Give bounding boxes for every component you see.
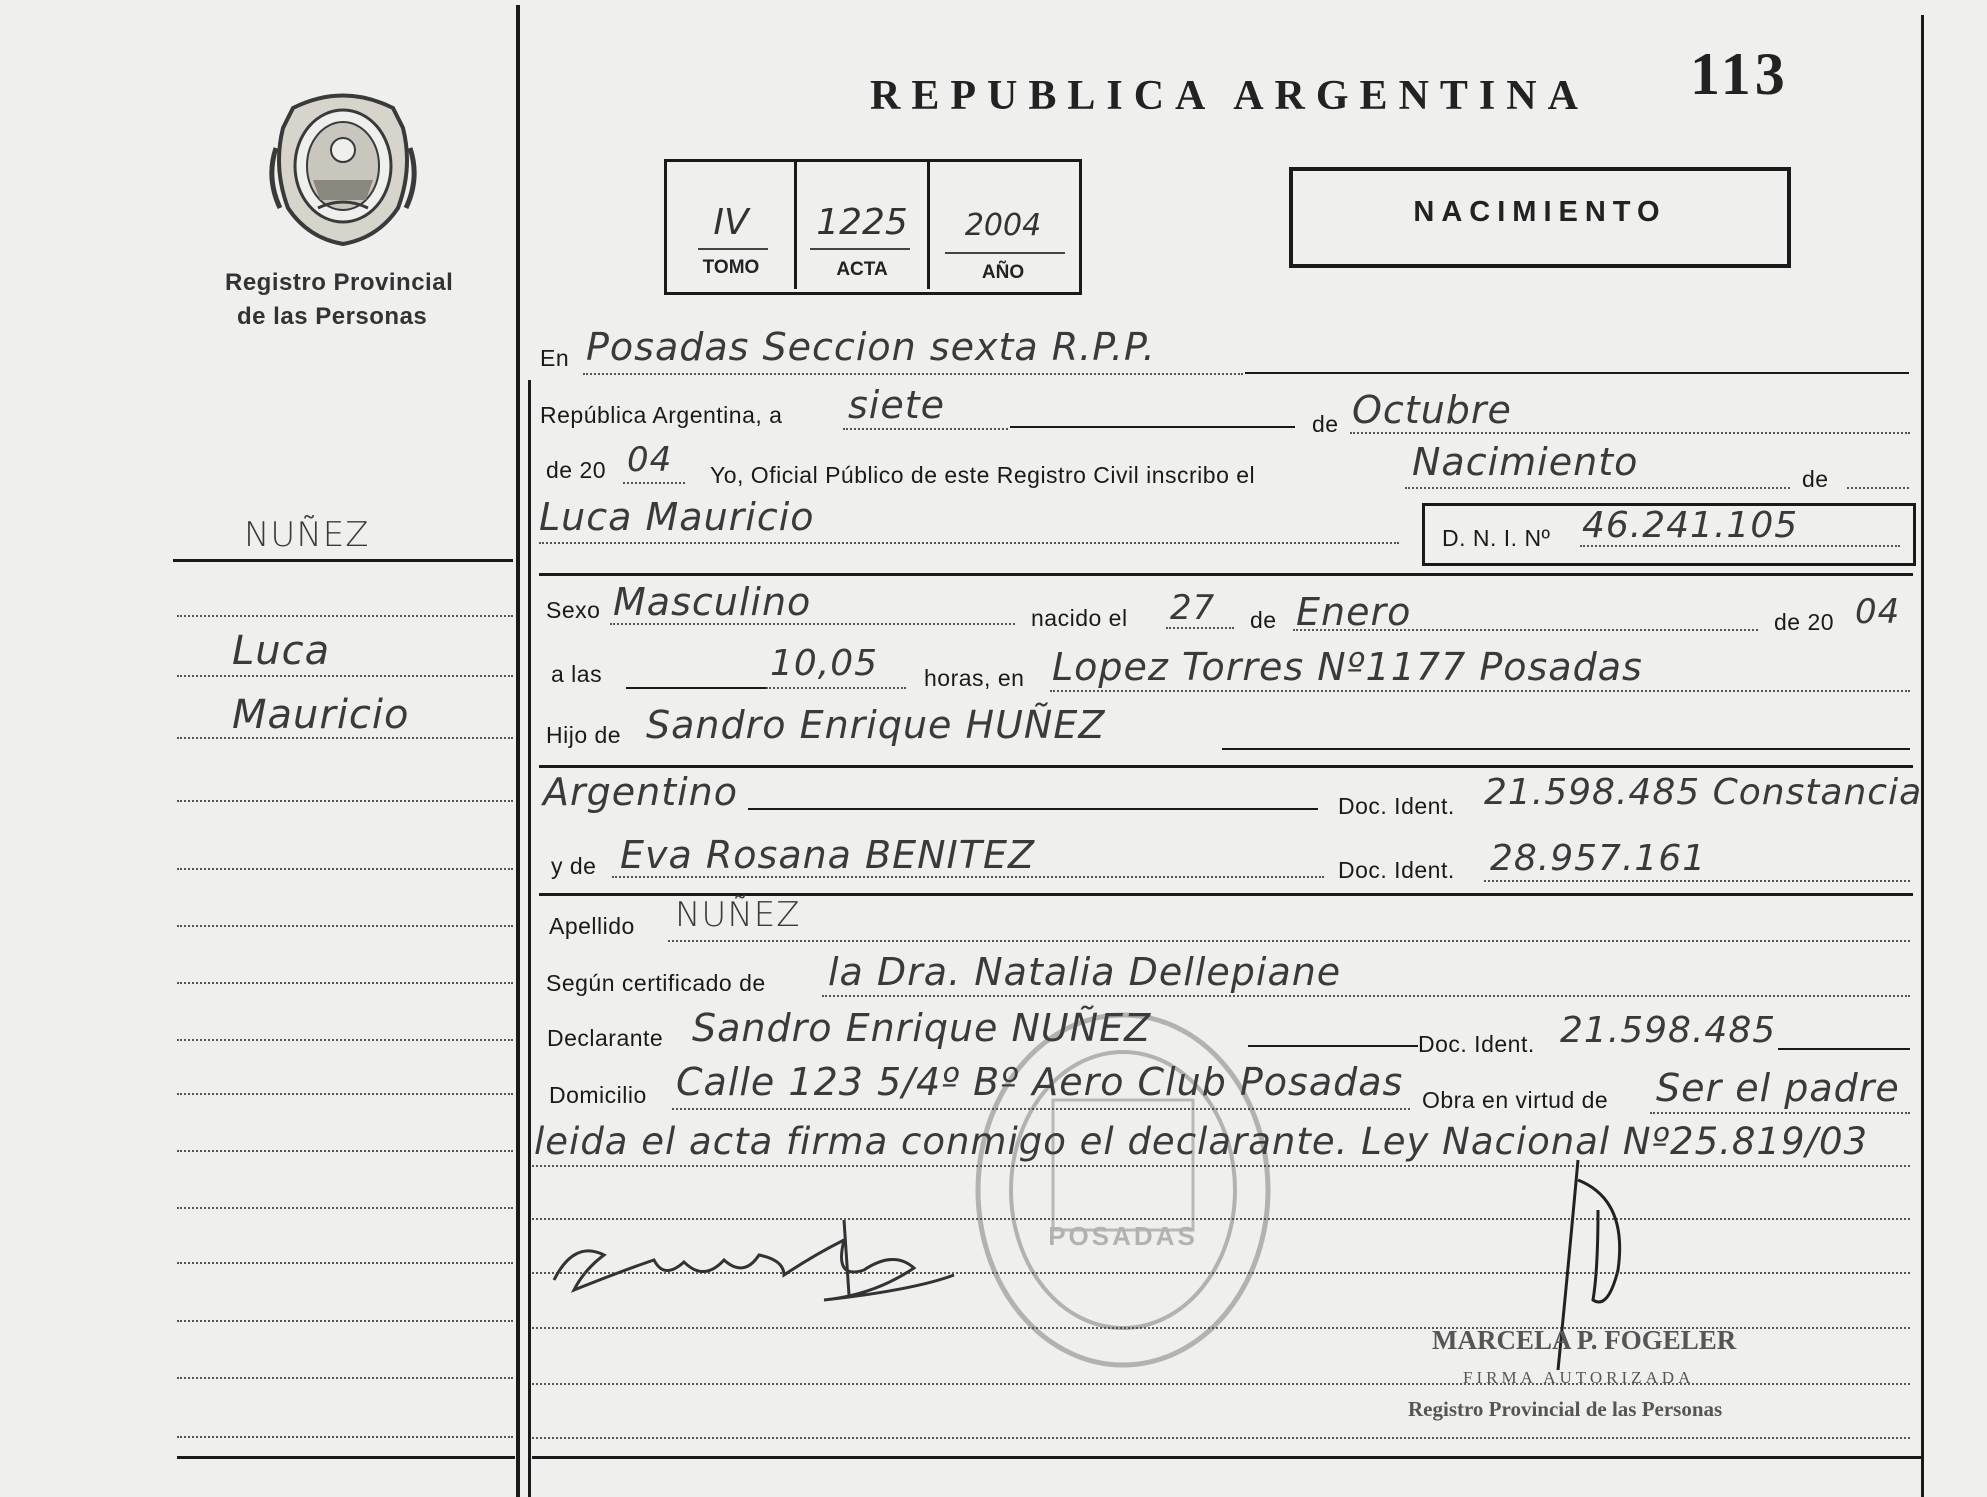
field-line [612, 876, 1324, 878]
father-value: Sandro Enrique HUÑEZ [646, 703, 1106, 747]
field-line [1350, 432, 1910, 434]
field-line [1580, 545, 1900, 547]
label-declarante: Declarante [547, 1025, 664, 1051]
field-line [583, 373, 1243, 375]
sidebar-dotted-line [177, 1207, 513, 1209]
dni-value: 46.241.105 [1582, 505, 1799, 546]
label-sexo: Sexo [546, 597, 601, 623]
sidebar-dotted-line [177, 1262, 513, 1264]
sidebar-dotted-line [177, 800, 513, 802]
mother-doc-value: 28.957.161 [1490, 838, 1707, 879]
month-value: Octubre [1352, 388, 1512, 432]
round-seal-stamp-icon [968, 1005, 1278, 1375]
section-rule [539, 765, 1913, 768]
field-line [668, 940, 1910, 942]
sidebar-surname: NUÑEZ [244, 515, 370, 555]
act-type-value: Nacimiento [1412, 440, 1639, 484]
label-domicilio: Domicilio [549, 1082, 647, 1108]
father-nationality-value: Argentino [543, 770, 738, 814]
mother-value: Eva Rosana BENITEZ [620, 833, 1036, 877]
sidebar-dotted-line [177, 1436, 513, 1438]
field-line [1778, 1048, 1910, 1050]
registry-name-line2: de las Personas [237, 303, 428, 330]
basis-value: Ser el padre [1656, 1066, 1900, 1110]
field-line [1847, 487, 1909, 489]
provincial-seal-icon [268, 88, 418, 246]
form-left-border [528, 380, 531, 1497]
birth-year-suffix-value: 04 [1855, 592, 1901, 632]
label-en: En [540, 345, 570, 371]
right-border [1921, 15, 1924, 1497]
sidebar-dotted-line [177, 615, 513, 617]
father-doc-value: 21.598.485 Constancia [1484, 772, 1923, 813]
sidebar-dotted-line [177, 1093, 513, 1095]
acta-label: ACTA [836, 259, 888, 280]
official-role: FIRMA AUTORIZADA [1463, 1368, 1695, 1387]
label-de-2: de [1802, 466, 1829, 492]
tomo-label: TOMO [702, 257, 760, 278]
year-suffix-value: 04 [627, 440, 673, 480]
tomo-underline [698, 248, 768, 250]
field-line [610, 623, 1015, 625]
field-line [766, 687, 906, 689]
field-line [623, 482, 685, 484]
round-seal-text: POSADAS [1048, 1221, 1198, 1251]
sidebar-dotted-line [177, 1377, 513, 1379]
label-doc-ident: Doc. Ident. [1338, 793, 1455, 819]
anio-label: AÑO [981, 262, 1025, 283]
place-value: Posadas Seccion sexta R.P.P. [586, 325, 1156, 369]
day-value: siete [848, 383, 946, 427]
blank-line [532, 1437, 1910, 1439]
sidebar-dotted-line [177, 1320, 513, 1322]
birth-month-value: Enero [1296, 590, 1412, 634]
tomo-value: IV [713, 202, 749, 243]
official-office: Registro Provincial de las Personas [1408, 1397, 1723, 1421]
label-republica: República Argentina, a [540, 402, 783, 428]
field-line [1405, 487, 1790, 489]
sidebar-dotted-line [177, 1150, 513, 1152]
field-line [1484, 880, 1910, 882]
sidebar-dotted-line [177, 982, 513, 984]
sex-value: Masculino [613, 580, 812, 624]
label-de-20: de 20 [546, 457, 607, 483]
label-de-20b: de 20 [1774, 609, 1835, 635]
registry-name-line1: Registro Provincial [225, 269, 454, 296]
child-name-value: Luca Mauricio [539, 495, 815, 539]
left-column-divider [516, 5, 520, 1497]
field-line [748, 808, 1318, 810]
field-line [1050, 690, 1910, 692]
field-line [626, 687, 766, 689]
label-hijo-de: Hijo de [546, 722, 622, 748]
birth-day-value: 27 [1170, 588, 1216, 628]
sidebar-bottom-line [177, 1456, 515, 1459]
sidebar-dotted-line [177, 737, 513, 739]
label-yo-oficial: Yo, Oficial Público de este Registro Civil inscribo el [710, 462, 1256, 488]
sidebar-given-name-1: Luca [232, 628, 331, 674]
anio-value: 2004 [964, 208, 1042, 243]
anio-underline [945, 252, 1065, 254]
document-type: NACIMIENTO [1413, 196, 1667, 228]
official-name: MARCELA P. FOGELER [1432, 1325, 1737, 1355]
declarant-doc-value: 21.598.485 [1560, 1010, 1777, 1051]
acta-value: 1225 [816, 202, 908, 243]
sidebar-dotted-line [177, 1039, 513, 1041]
section-rule [539, 573, 1913, 576]
field-line [1650, 1112, 1910, 1114]
declarant-value: Sandro Enrique NUÑEZ [692, 1006, 1152, 1050]
country-heading: REPUBLICA ARGENTINA [870, 73, 1589, 119]
blank-line [532, 1383, 1910, 1385]
label-y-de: y de [551, 853, 597, 879]
closing-text: leida el acta firma conmigo el declarante. Ley Nacional Nº25.819/03 [534, 1120, 1869, 1163]
label-a-las: a las [551, 661, 603, 687]
label-doc-ident-2: Doc. Ident. [1338, 857, 1455, 883]
label-de: de [1312, 411, 1339, 437]
field-line [843, 428, 1008, 430]
sidebar-given-name-2: Mauricio [232, 692, 410, 738]
label-segun-certificado: Según certificado de [546, 970, 766, 996]
label-horas-en: horas, en [924, 665, 1025, 691]
field-line [822, 995, 1910, 997]
sidebar-dotted-line [177, 868, 513, 870]
certificate-by-value: la Dra. Natalia Dellepiane [828, 950, 1342, 994]
sidebar-surname-line [173, 559, 513, 562]
field-line [1166, 627, 1234, 629]
label-dni: D. N. I. Nº [1442, 525, 1551, 551]
field-line [1293, 629, 1758, 631]
birth-place-value: Lopez Torres Nº1177 Posadas [1052, 645, 1643, 689]
label-nacido-el: nacido el [1031, 605, 1128, 631]
form-bottom-line [532, 1456, 1921, 1459]
surname-value: NUÑEZ [675, 895, 801, 935]
field-line [1222, 748, 1910, 750]
label-obra-virtud: Obra en virtud de [1422, 1087, 1609, 1113]
address-value: Calle 123 5/4º Bº Aero Club Posadas [676, 1060, 1404, 1104]
sidebar-dotted-line [177, 675, 513, 677]
label-de-3: de [1250, 607, 1277, 633]
label-apellido: Apellido [549, 913, 635, 939]
field-line [1245, 372, 1909, 374]
label-doc-ident-3: Doc. Ident. [1418, 1031, 1535, 1057]
page-number: 113 [1690, 41, 1789, 107]
field-line [1010, 426, 1295, 428]
acta-underline [810, 248, 910, 250]
declarant-signature-icon [544, 1200, 974, 1320]
sidebar-dotted-line [177, 925, 513, 927]
field-line [539, 542, 1399, 544]
birth-time-value: 10,05 [770, 643, 879, 684]
